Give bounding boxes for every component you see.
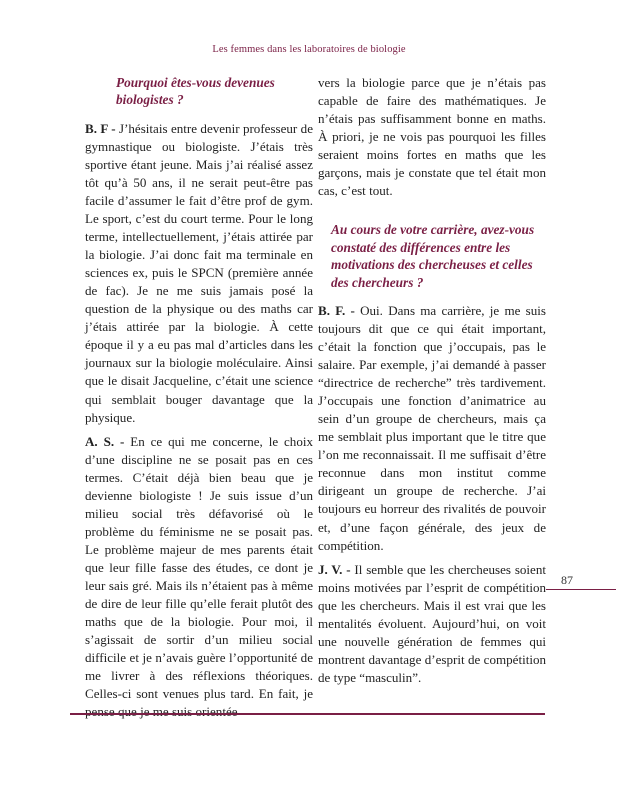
answer-text: Oui. Dans ma carrière, je me suis toujours dit que ce qui était important, c’était la fonction que j’occupais, pas le salaire. Par exemple, j’ai demandé à passer “directrice de recherche” très tardivement. J’occupais une fonction d’animatrice au sein d’un groupe de chercheurs, mais ça me semblait plus important que le titre que l’on me reconnaissait. Il me suffisait d’être reconnue dans mon institut comme dirigeant un groupe de recherche. J’ai toujours eu horreur des rivalités de pouvoir et, d’une façon générale, des jeux de compétition. [318, 302, 546, 553]
answer-paragraph [318, 561, 546, 687]
section-question-1: Pourquoi êtes-vous devenues biologistes ? [116, 75, 275, 108]
speaker-initials: B. F - [85, 120, 116, 136]
speaker-initials: J. V. - [318, 561, 351, 577]
continued-paragraph: vers la biologie parce que je n’étais pas capable de faire des mathématiques. Je n’étais pas suffisamment bonne en maths. À priori, je ne vois pas pourquoi les filles seraient moins fortes en maths que les garçons, mais je constate que tel était mon cas, c’est tout. [318, 75, 546, 199]
answer-paragraph [85, 120, 313, 427]
running-title: Les femmes dans les laboratoires de biologie [212, 44, 406, 55]
answer-text: En ce qui me concerne, le choix d’une discipline ne se posait pas en ces termes. C’était déjà bien beau que je devienne biologiste ! Je suis issue d’un milieu social très défavorisé où le problème du féminisme ne se posait pas. Le problème majeur de mes parents était que leur fille fasse des études, ce dont je leur sais gré. Mais ils n’étaient pas à même de dire de leur fille qu’elle ferait plutôt des maths que de la biologie. Pour moi, il s’agissait de sortir d’un milieu social difficile et je n’avais guère l’opportunité de me livrer à des réflexions théoriques. Celles-ci sont venues plus tard. En fait, je pense que je me suis orientée [85, 433, 313, 720]
answer-paragraph [85, 433, 313, 722]
answer-text: J’hésitais entre devenir professeur de gymnastique ou biologiste. J’étais très sportive étant jeune. Mais j’ai réalisé assez tôt qu’à 50 ans, il ne serait peut-être pas facile d’assumer le fait d’être prof de gym. Le sport, c’est du court terme. Pour le long terme, intellectuellement, j’étais attirée par la biologie. J’ai donc fait ma terminale en sciences ex, puis le SPCN (première année de fac). Je ne me suis jamais posé la question de la physique ou des maths car j’étais attirée par la biologie. À cette époque il y a eu pas mal d’articles dans les journaux sur la biologie moléculaire. Ainsi que le disait Jacqueline, c’était une science qui semblait bouger davantage que la physique. [85, 120, 313, 425]
left-column [85, 74, 313, 727]
page-number-rule [546, 589, 616, 590]
bottom-divider [70, 713, 545, 715]
section-question-2: Au cours de votre carrière, avez-vous constaté des différences entre les motivations des chercheuses et celles des chercheurs ? [331, 222, 535, 290]
speaker-initials: A. S. - [85, 433, 125, 449]
answer-text: Il semble que les chercheuses soient moins motivées par l’esprit de compétition que les chercheurs. Mais il est vrai que les mentalités évoluent. Aujourd’hui, on voit une nouvelle génération de femmes qui montrent davantage d’esprit de compétition de type “masculin”. [318, 561, 546, 685]
right-column [318, 74, 546, 693]
answer-paragraph [318, 302, 546, 555]
speaker-initials: B. F. - [318, 302, 355, 318]
page-number: 87 [561, 573, 573, 587]
